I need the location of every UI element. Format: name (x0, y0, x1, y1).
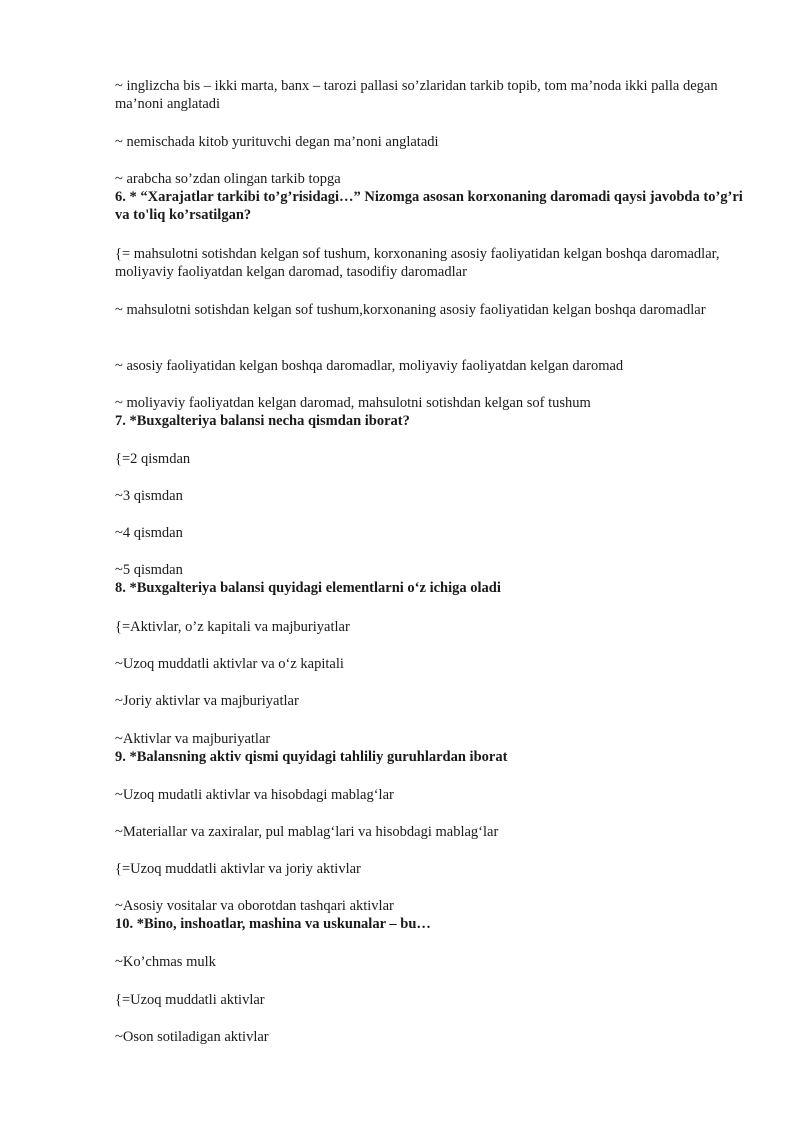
answer-option: ~ moliyaviy faoliyatdan kelgan daromad, mahsulotni sotishdan kelgan sof tushum (115, 395, 591, 411)
answer-option: ~Uzoq muddatli aktivlar va o‘z kapitali (115, 656, 344, 672)
question-heading: 9. *Balansning aktiv qismi quyidagi tahliliy guruhlardan iborat (115, 749, 508, 765)
question-heading: 6. * “Xarajatlar tarkibi to’g’risidagi…” Nizomga asosan korxonaning daromadi qaysi javobda to’g’ri va to'liq ko’rsatilgan? (115, 189, 743, 223)
question-heading: 8. *Buxgalteriya balansi quyidagi elementlarni o‘z ichiga oladi (115, 580, 501, 596)
answer-option: ~Uzoq mudatli aktivlar va hisobdagi mablag‘lar (115, 787, 394, 803)
answer-option: ~4 qismdan (115, 525, 183, 541)
answer-option: {=Aktivlar, o’z kapitali va majburiyatlar (115, 619, 350, 635)
answer-option: ~5 qismdan (115, 562, 183, 578)
answer-option: ~Aktivlar va majburiyatlar (115, 731, 271, 747)
answer-option: {=Uzoq muddatli aktivlar va joriy aktivlar (115, 861, 361, 877)
answer-option: ~Oson sotiladigan aktivlar (115, 1029, 269, 1045)
answer-option: ~ nemischada kitob yurituvchi degan ma’noni anglatadi (115, 134, 439, 150)
answer-option: ~ mahsulotni sotishdan kelgan sof tushum,korxonaning asosiy faoliyatidan kelgan boshqa daromadlar (115, 302, 706, 318)
answer-option: ~Asosiy vositalar va oborotdan tashqari aktivlar (115, 898, 394, 914)
answer-option: {=2 qismdan (115, 451, 191, 467)
answer-option: {= mahsulotni sotishdan kelgan sof tushum, korxonaning asosiy faoliyatidan kelgan boshqa daromadlar, moliyaviy faoliyatdan kelgan daromad, tasodifiy daromadlar (115, 246, 720, 280)
answer-option: ~Joriy aktivlar va majburiyatlar (115, 693, 299, 709)
answer-option: ~ inglizcha bis – ikki marta, banx – tarozi pallasi so’zlaridan tarkib topib, tom ma’noda ikki palla degan ma’noni anglatadi (115, 78, 718, 112)
answer-option: ~Materiallar va zaxiralar, pul mablag‘lari va hisobdagi mablag‘lar (115, 824, 499, 840)
answer-option: {=Uzoq muddatli aktivlar (115, 992, 265, 1008)
answer-option: ~Ko’chmas mulk (115, 954, 216, 970)
answer-option: ~ arabcha so’zdan olingan tarkib topga (115, 171, 341, 187)
question-heading: 10. *Bino, inshoatlar, mashina va uskunalar – bu… (115, 916, 431, 932)
answer-option: ~ asosiy faoliyatidan kelgan boshqa daromadlar, moliyaviy faoliyatdan kelgan daromad (115, 358, 624, 374)
question-heading: 7. *Buxgalteriya balansi necha qismdan iborat? (115, 413, 410, 429)
answer-option: ~3 qismdan (115, 488, 183, 504)
